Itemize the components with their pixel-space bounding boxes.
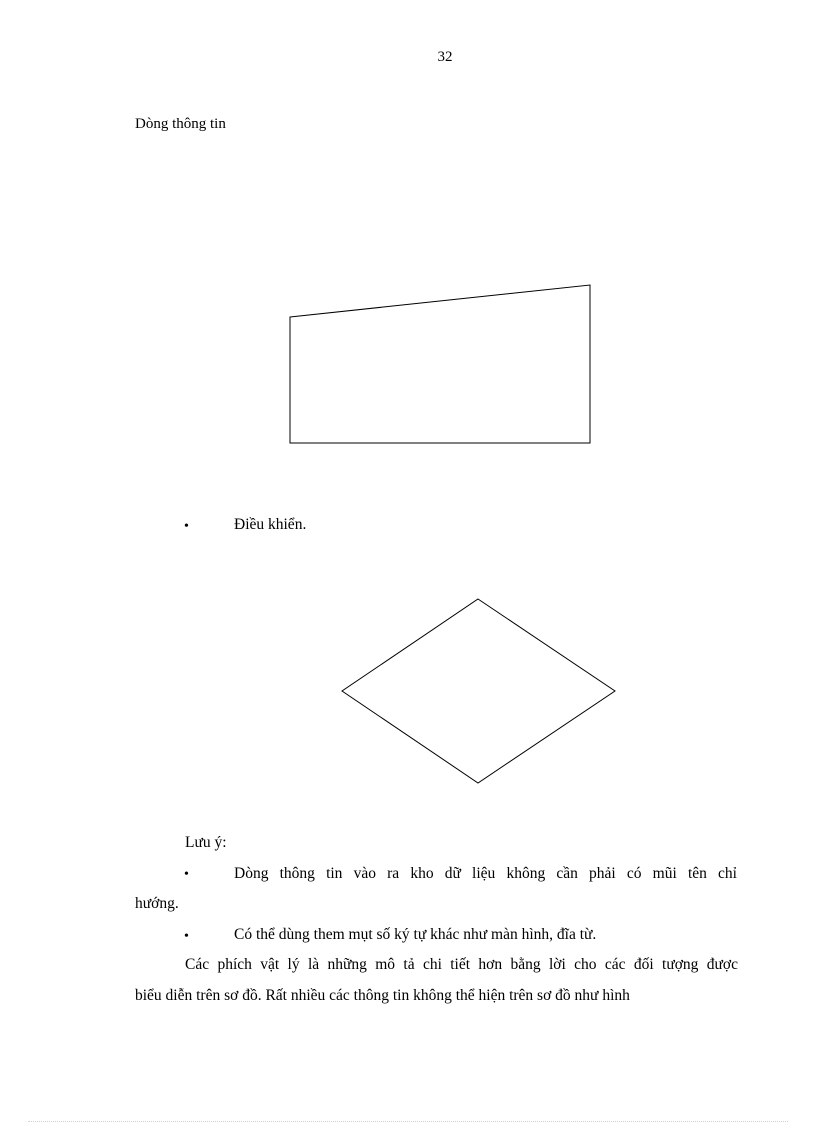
note-label: Lưu ý: xyxy=(185,834,227,851)
section-heading: Dòng thông tin xyxy=(135,116,226,132)
manual-input-shape xyxy=(290,285,590,443)
note-item-1-line-1: Dòng thông tin vào ra kho dữ liệu không cần phải có mũi tên chỉ xyxy=(234,865,737,882)
paragraph-line-1: Các phích vật lý là những mô tả chi tiết hơn bằng lời cho các đối tượng được xyxy=(185,956,738,973)
page-number: 32 xyxy=(437,49,453,65)
note-item-2-text: Có thể dùng them mụt số ký tự khác như màn hình, đĩa từ. xyxy=(234,926,597,943)
control-item-text: Điều khiển. xyxy=(234,516,307,533)
bullet-icon: • xyxy=(184,929,189,944)
paragraph-line-2: biểu diễn trên sơ đồ. Rất nhiều các thông tin không thể hiện trên sơ đồ như hình xyxy=(135,987,630,1004)
bullet-icon: • xyxy=(184,519,189,534)
footer-rule xyxy=(28,1121,788,1122)
bullet-icon: • xyxy=(184,867,189,882)
decision-diamond-shape xyxy=(342,599,615,783)
note-item-1-line-2: hướng. xyxy=(135,895,179,912)
